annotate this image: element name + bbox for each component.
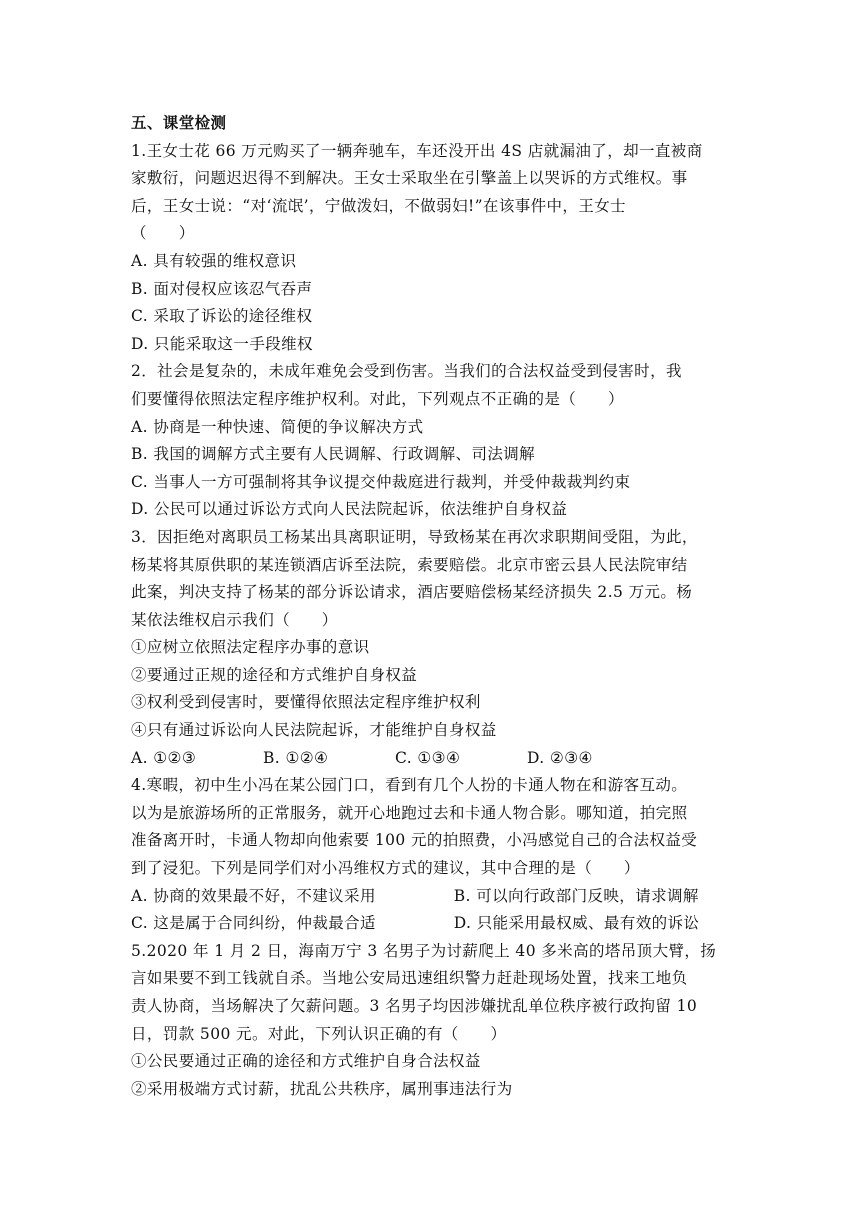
- question-1-stem-line: 家敷衍，问题迟迟得不到解决。王女士采取坐在引擎盖上以哭诉的方式维权。事: [131, 169, 688, 188]
- question-4-stem-line: 以为是旅游场所的正常服务，就开心地跑过去和卡通人物合影。哪知道，拍完照: [131, 803, 688, 822]
- question-4-option-a: A. 协商的效果最不好，不建议采用: [131, 886, 376, 905]
- question-1-option-a: A. 具有较强的维权意识: [131, 251, 297, 270]
- question-5-stem-line: 日，罚款 500 元。对此，下列认识正确的有（ ）: [131, 1024, 507, 1043]
- question-3-stem-line: 某依法维权启示我们（ ）: [131, 610, 338, 629]
- question-3-option-a: A. ①②③: [131, 748, 197, 767]
- question-2-option-c: C. 当事人一方可强制将其争议提交仲裁庭进行裁判，并受仲裁裁判约束: [131, 472, 631, 491]
- question-2-option-d: D. 公民可以通过诉讼方式向人民法院起诉，依法维护自身权益: [131, 500, 568, 519]
- question-4-option-b: B. 可以向行政部门反映，请求调解: [453, 886, 699, 905]
- question-1-option-c: C. 采取了诉讼的途径维权: [131, 307, 313, 326]
- question-5: [131, 938, 731, 1104]
- question-3-option-b: B. ①②④: [263, 748, 329, 767]
- document-body: [131, 110, 731, 1103]
- question-4-options-row-2: [131, 910, 731, 938]
- question-2-stem-line: 们要懂得依照法定程序维护权利。对此，下列观点不正确的是（ ）: [131, 389, 624, 408]
- section-title: 五、课堂检测: [131, 114, 227, 132]
- question-4-stem-line: 4.寒暇，初中生小冯在某公园门口，看到有几个人扮的卡通人物在和游客互动。: [131, 776, 688, 795]
- question-1: [131, 138, 731, 359]
- question-2-option-b: B. 我国的调解方式主要有人民调解、行政调解、司法调解: [131, 445, 536, 464]
- question-5-stem-line: 言如果要不到工钱就自杀。当地公安局迅速组织警力赶赴现场处置，找来工地负: [131, 969, 688, 988]
- question-1-option-d: D. 只能采取这一手段维权: [131, 334, 313, 353]
- question-3-stem-line: 杨某将其原供职的某连锁酒店诉至法院，索要赔偿。北京市密云县人民法院审结: [131, 555, 688, 574]
- question-2-stem-line: 2．社会是复杂的，未成年难免会受到伤害。当我们的合法权益受到侵害时，我: [131, 362, 682, 381]
- question-5-stem-line: 责人协商，当场解决了欠薪问题。3 名男子均因涉嫌扰乱单位秩序被行政拘留 10: [131, 997, 698, 1015]
- question-3-options: [131, 745, 731, 773]
- question-4-option-d: D. 只能采用最权威、最有效的诉讼: [453, 914, 700, 933]
- question-3-stem-line: 3．因拒绝对离职员工杨某出具离职证明，导致杨某在再次求职期间受阻，为此，: [131, 527, 698, 546]
- question-5-statement-1: ①公民要通过正确的途径和方式维护自身合法权益: [131, 1052, 481, 1071]
- question-4-option-c: C. 这是属于合同纠纷，仲裁最合适: [131, 914, 376, 933]
- question-4-stem-line: 准备离开时，卡通人物却向他索要 100 元的拍照费，小冯感觉自己的合法权益受: [131, 831, 698, 850]
- question-1-option-b: B. 面对侵权应该忍气吞声: [131, 279, 313, 298]
- question-2-option-a: A. 协商是一种快速、简便的争议解决方式: [131, 417, 424, 436]
- question-3-statement-2: ②要通过正规的途径和方式维护自身权益: [131, 665, 418, 684]
- question-3-statement-1: ①应树立依照法定程序办事的意识: [131, 638, 370, 657]
- question-4: [131, 772, 731, 938]
- question-3-statement-4: ④只有通过诉讼向人民法院起诉，才能维护自身权益: [131, 721, 497, 740]
- question-3-option-d: D. ②③④: [527, 748, 593, 767]
- question-1-stem-line: 1.王女士花 66 万元购买了一辆奔驰车，车还没开出 4S 店就漏油了，却一直被商: [131, 141, 703, 160]
- question-5-statement-2: ②采用极端方式讨薪，扰乱公共秩序，属刑事违法行为: [131, 1079, 513, 1098]
- question-1-stem-line: （ ）: [131, 224, 195, 243]
- question-3: [131, 524, 731, 772]
- question-4-options-row-1: [131, 883, 731, 911]
- question-4-stem-line: 到了浸犯。下列是同学们对小冯维权方式的建议，其中合理的是（ ）: [131, 859, 640, 878]
- question-2: [131, 358, 731, 524]
- question-3-option-c: C. ①③④: [395, 748, 461, 767]
- question-5-stem-line: 5.2020 年 1 月 2 日，海南万宁 3 名男子为讨薪爬上 40 多米高的塔吊顶大臂，扬: [131, 941, 717, 960]
- question-3-statement-3: ③权利受到侵害时，要懂得依照法定程序维护权利: [131, 693, 481, 712]
- question-3-stem-line: 此案，判决支持了杨某的部分诉讼请求，酒店要赔偿杨某经济损失 2.5 万元。杨: [131, 583, 693, 602]
- question-1-stem-line: 后，王女士说：“对‘流氓’，宁做泼妇，不做弱妇!”在该事件中，王女士: [131, 196, 627, 215]
